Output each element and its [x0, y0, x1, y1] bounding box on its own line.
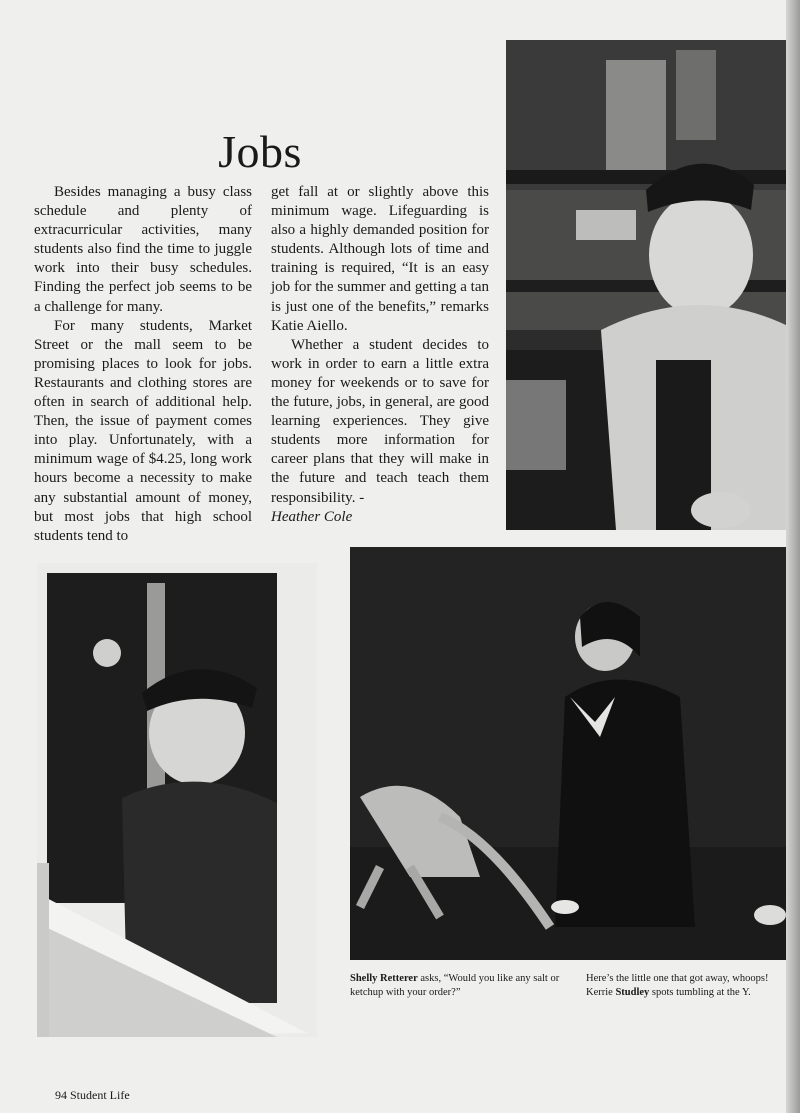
photo-gymnastics-image [350, 547, 790, 960]
caption-text: asks, “Would you like any salt or ketchup with your order?” [350, 973, 560, 998]
caption-person-name: Studley [615, 987, 650, 998]
photo-drive-through-image [37, 563, 317, 1037]
article-paragraph: Whether a student decides to work in order to earn a little extra money for weekends or to save for the future, jobs, in general, are good learning experiences. They give students more information for career plans that they will make in the future and teach teach them responsibility. - [271, 336, 489, 506]
article-author: Heather Cole [271, 508, 353, 525]
page-footer [55, 1088, 130, 1103]
article-paragraph: get fall at or slightly above this minimum wage. Lifeguarding is also a highly demanded position for students. Although lots of time and training is required, “It is an easy job for the summer and getting a tan is just one of the benefits,” remarks Katie Aiello. [271, 184, 489, 334]
photo-drive-through [37, 563, 317, 1037]
photo-gymnastics [350, 547, 790, 960]
caption-text: Here’s the little one that got away, whoops! Kerrie [586, 973, 769, 998]
photo-cashier [506, 40, 800, 530]
caption-person-name: Shelly Retterer [350, 973, 418, 984]
article-column-2 [271, 183, 489, 527]
page-number: 94 [55, 1088, 67, 1102]
section-name: Student Life [70, 1088, 130, 1102]
caption-photo-cashier [350, 972, 565, 1000]
book-spine-shadow [786, 0, 800, 1113]
photo-cashier-image [506, 40, 800, 530]
article-paragraph: For many students, Market Street or the mall seem to be promising places to look for jobs. Restaurants and clothing stores are often in search of additional help. Then, the issue of payment comes into play. Unfortunately, with a minimum wage of $4.25, long work hours become a necessity to make any substantial amount of money, but most jobs that high school students tend to [34, 317, 252, 544]
caption-text-end: spots tumbling at the Y. [649, 987, 751, 998]
article-column-1 [34, 183, 252, 546]
page-title: Jobs [218, 126, 302, 177]
article-paragraph: Besides managing a busy class schedule and plenty of extracurricular activities, many students also find the time to juggle work into their busy schedules. Finding the perfect job seems to be a challenge for many. [34, 184, 252, 315]
caption-photo-gymnastics [586, 972, 796, 1000]
